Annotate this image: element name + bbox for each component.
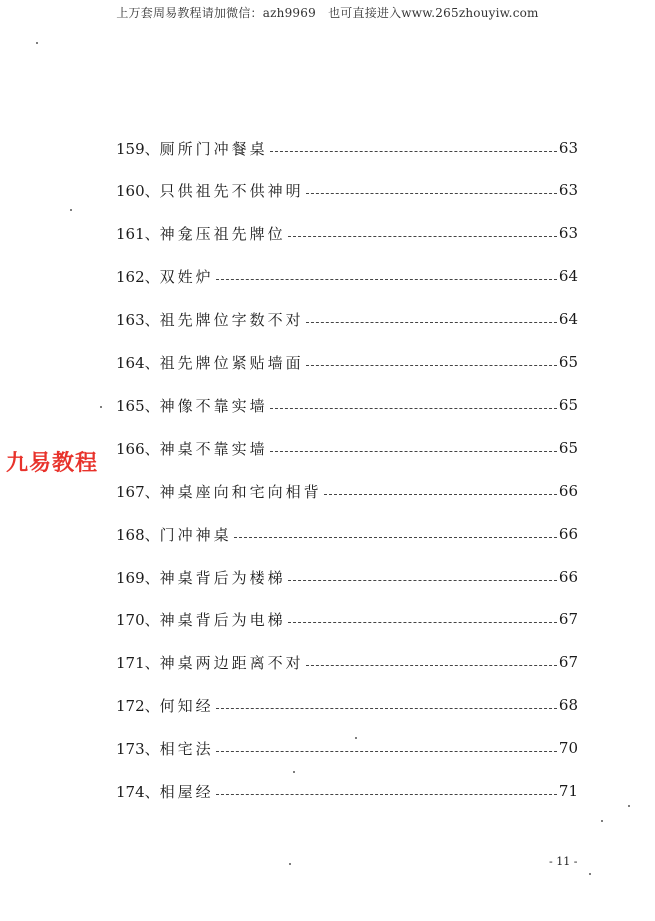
- toc-leader-dots: [288, 580, 557, 581]
- toc-entry-title: 神桌背后为电梯: [159, 610, 286, 629]
- toc-entry-title: 相屋经: [159, 782, 214, 801]
- toc-leader-dots: [288, 622, 557, 623]
- toc-entry-number: 162、: [116, 267, 160, 286]
- scan-speck: [589, 873, 591, 875]
- toc-entry: [116, 436, 578, 460]
- toc-entry: [116, 307, 578, 331]
- toc-entry-page: 64: [558, 310, 578, 328]
- toc-leader-dots: [216, 794, 557, 795]
- toc-entry-page: 65: [558, 353, 578, 371]
- toc-leader-dots: [234, 537, 557, 538]
- toc-leader-dots: [288, 236, 557, 237]
- toc-entry-title: 祖先牌位字数不对: [159, 310, 304, 329]
- scan-speck: [36, 42, 38, 44]
- toc-entry-page: 66: [558, 525, 578, 543]
- toc-entry-number: 167、: [116, 482, 160, 501]
- scan-speck: [355, 737, 357, 739]
- toc-entry-page: 65: [558, 439, 578, 457]
- toc-entry-page: 63: [558, 139, 578, 157]
- toc-entry-title: 神桌不靠实墙: [159, 439, 268, 458]
- toc-entry-title: 神桌两边距离不对: [159, 653, 304, 672]
- toc-entry-number: 165、: [116, 396, 160, 415]
- toc-entry-page: 67: [558, 653, 578, 671]
- scan-speck: [70, 209, 72, 211]
- toc-leader-dots: [306, 665, 557, 666]
- toc-entry-title: 相宅法: [159, 739, 214, 758]
- toc-entry-page: 70: [558, 739, 578, 757]
- toc-entry-page: 67: [558, 610, 578, 628]
- toc-leader-dots: [270, 408, 557, 409]
- toc-entry: [116, 650, 578, 674]
- toc-entry-title: 神桌背后为楼梯: [159, 568, 286, 587]
- toc-entry: [116, 221, 578, 245]
- toc-entry: [116, 178, 578, 202]
- toc-entry-page: 64: [558, 267, 578, 285]
- toc-entry-number: 161、: [116, 224, 160, 243]
- scan-speck: [289, 863, 291, 865]
- toc-entry-number: 170、: [116, 610, 160, 629]
- toc-entry: [116, 136, 578, 160]
- toc-entry-number: 163、: [116, 310, 160, 329]
- toc-entry: [116, 607, 578, 631]
- toc-entry-title: 何知经: [159, 696, 214, 715]
- toc-entry-number: 173、: [116, 739, 160, 758]
- toc-entry: [116, 264, 578, 288]
- toc-leader-dots: [306, 322, 557, 323]
- toc-entry-page: 65: [558, 396, 578, 414]
- toc-entry: [116, 522, 578, 546]
- toc-entry: [116, 350, 578, 374]
- toc-entry: [116, 779, 578, 803]
- toc-entry-title: 神桌座向和宅向相背: [159, 482, 322, 501]
- header-banner: 上万套周易教程请加微信：azh9969 也可直接进入www.265zhouyiw.com: [116, 6, 539, 20]
- toc-entry-number: 172、: [116, 696, 160, 715]
- toc-entry: [116, 393, 578, 417]
- toc-entry-title: 双姓炉: [159, 267, 214, 286]
- toc-leader-dots: [216, 708, 557, 709]
- toc-entry-number: 168、: [116, 525, 160, 544]
- toc-leader-dots: [306, 365, 557, 366]
- toc-leader-dots: [270, 451, 557, 452]
- toc-entry: [116, 693, 578, 717]
- toc-leader-dots: [216, 279, 557, 280]
- toc-entry-title: 门冲神桌: [159, 525, 232, 544]
- toc-entry-number: 169、: [116, 568, 160, 587]
- scan-speck: [628, 805, 630, 807]
- toc-entry-page: 66: [558, 482, 578, 500]
- toc-entry-page: 71: [558, 782, 578, 800]
- toc-entry: [116, 736, 578, 760]
- toc-leader-dots: [324, 494, 557, 495]
- toc-entry-number: 166、: [116, 439, 160, 458]
- toc-entry-page: 63: [558, 224, 578, 242]
- toc-entry-title: 厕所门冲餐桌: [159, 139, 268, 158]
- toc-entry: [116, 479, 578, 503]
- toc-leader-dots: [270, 151, 557, 152]
- scan-speck: [601, 820, 603, 822]
- scan-speck: [293, 771, 295, 773]
- scan-speck: [100, 406, 102, 408]
- toc-entry-number: 171、: [116, 653, 160, 672]
- watermark-logo: 九易教程: [6, 451, 99, 476]
- toc-entry-number: 159、: [116, 139, 160, 158]
- toc-leader-dots: [216, 751, 557, 752]
- page-number: - 11 -: [549, 855, 578, 868]
- toc-entry-page: 68: [558, 696, 578, 714]
- toc-leader-dots: [306, 193, 557, 194]
- toc-entry-title: 只供祖先不供神明: [159, 181, 304, 200]
- toc-entry-page: 63: [558, 181, 578, 199]
- toc-entry-number: 174、: [116, 782, 160, 801]
- toc-entry-number: 160、: [116, 181, 160, 200]
- toc-entry-title: 神像不靠实墙: [159, 396, 268, 415]
- toc-entry-number: 164、: [116, 353, 160, 372]
- toc-entry-title: 神龛压祖先牌位: [159, 224, 286, 243]
- toc-entry-title: 祖先牌位紧贴墙面: [159, 353, 304, 372]
- toc-entry: [116, 565, 578, 589]
- toc-entry-page: 66: [558, 568, 578, 586]
